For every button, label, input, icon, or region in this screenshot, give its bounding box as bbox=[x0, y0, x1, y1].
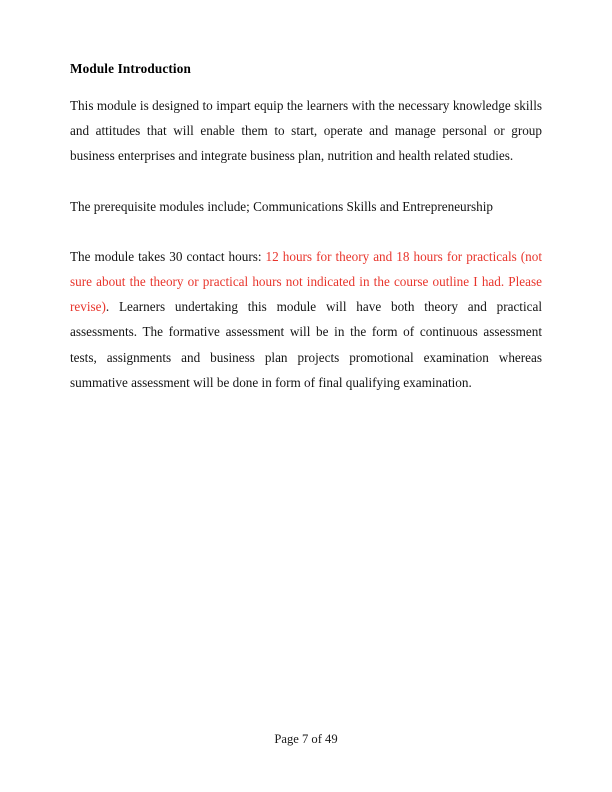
paragraph-intro: This module is designed to impart equip the learners with the necessary knowledge skills and attitudes that will enable them to start, operate and manage personal or group business enterprises and integrate business plan, nutrition and health related studies. bbox=[70, 98, 542, 164]
page-footer bbox=[0, 730, 612, 748]
contact-hours-lead-text: The module takes 30 contact hours: bbox=[70, 248, 266, 264]
page-content bbox=[70, 56, 542, 395]
editorial-annotation: 12 hours for theory and 18 hours for practicals (not sure about the theory or practical hours not indicated in the course outline I had. Please revise) bbox=[70, 248, 543, 315]
page-number-label: Page 7 of 49 bbox=[274, 732, 338, 746]
page-title: Module Introduction bbox=[70, 61, 191, 76]
paragraph-prerequisites: The prerequisite modules include; Communications Skills and Entrepreneurship bbox=[70, 198, 494, 214]
contact-hours-trail-text: . Learners undertaking this module will have both theory and practical assessments. The formative assessment will be in the form of continuous assessment tests, assignments and business plan projects promotional examination whereas summative assessment will be done in form of final qualifying examination. bbox=[70, 299, 542, 390]
paragraph-contact-hours bbox=[70, 244, 542, 395]
